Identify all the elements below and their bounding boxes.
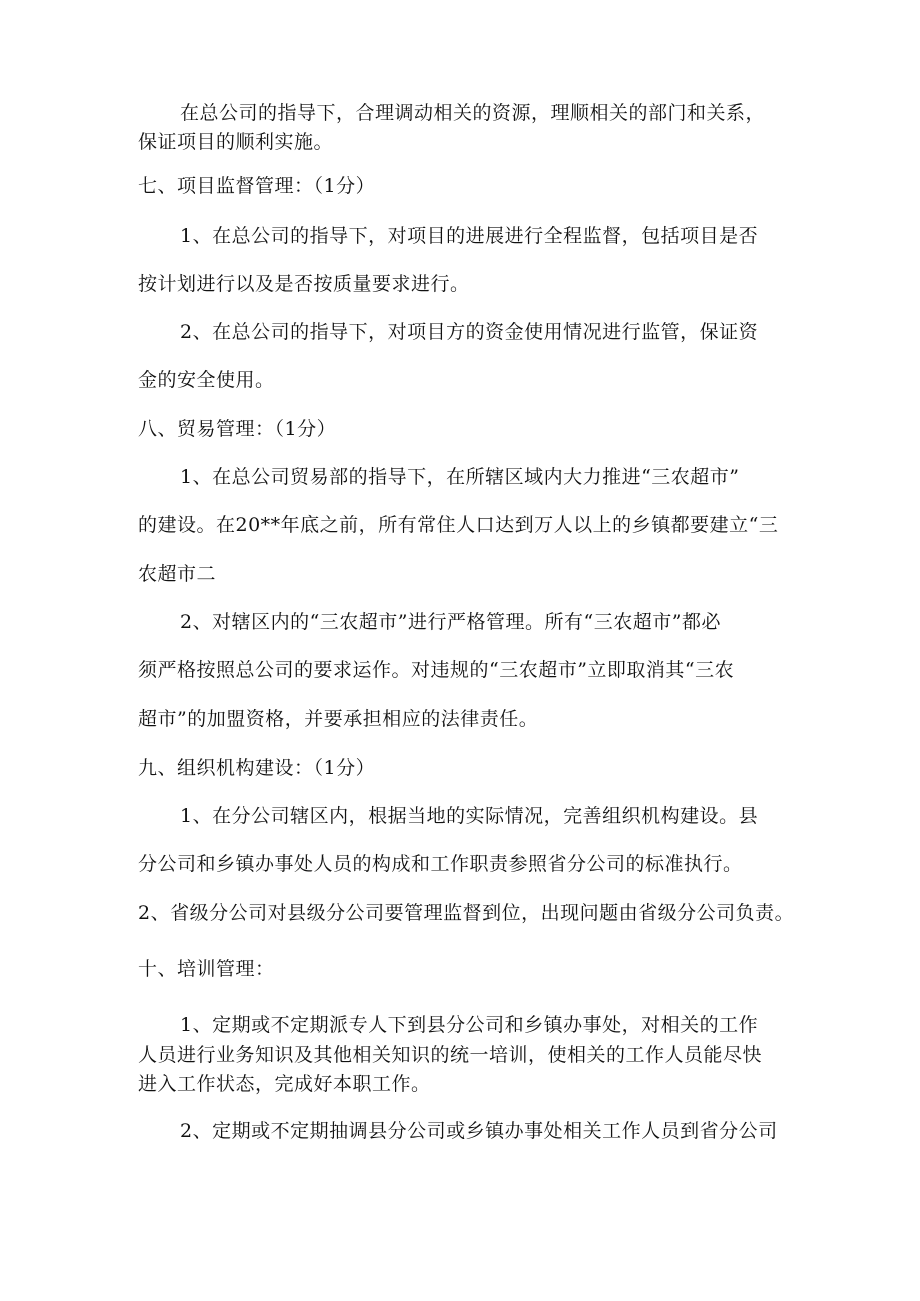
section-heading: 十、培训管理： (138, 958, 275, 980)
paragraph-line: 的建设。在20**年底之前，所有常住人口达到万人以上的乡镇都要建立“三 (138, 514, 779, 536)
paragraph-line: 超市”的加盟资格，并要承担相应的法律责任。 (138, 708, 539, 730)
section-heading: 七、项目监督管理：（1分） (138, 175, 376, 197)
paragraph-line: 农超市二 (138, 563, 217, 585)
paragraph-line: 1、定期或不定期派专人下到县分公司和乡镇办事处，对相关的工作 (180, 1014, 759, 1036)
section-heading: 八、贸易管理：（1分） (138, 418, 337, 440)
paragraph-line: 保证项目的顺利实施。 (138, 131, 334, 153)
paragraph-line: 2、省级分公司对县级分公司要管理监督到位，出现问题由省级分公司负责。 (138, 902, 795, 924)
paragraph-line: 分公司和乡镇办事处人员的构成和工作职责参照省分公司的标准执行。 (138, 853, 743, 875)
paragraph-line: 金的安全使用。 (138, 369, 275, 391)
paragraph-line: 人员进行业务知识及其他相关知识的统一培训，使相关的工作人员能尽快 (138, 1044, 763, 1066)
paragraph-line: 2、定期或不定期抽调县分公司或乡镇办事处相关工作人员到省分公司 (180, 1120, 778, 1142)
paragraph-line: 须严格按照总公司的要求运作。对违规的“三农超市”立即取消其“三农 (138, 659, 735, 681)
paragraph-line: 1、在总公司的指导下，对项目的进展进行全程监督，包括项目是否 (180, 225, 759, 247)
paragraph-line: 1、在分公司辖区内，根据当地的实际情况，完善组织机构建设。县 (180, 805, 759, 827)
section-heading: 九、组织机构建设：（1分） (138, 757, 376, 779)
paragraph-line: 2、对辖区内的“三农超市”进行严格管理。所有“三农超市”都必 (180, 611, 721, 633)
paragraph-line: 1、在总公司贸易部的指导下，在所辖区域内大力推进“三农超市” (180, 466, 740, 488)
paragraph-line: 进入工作状态，完成好本职工作。 (138, 1073, 431, 1095)
paragraph-line: 2、在总公司的指导下，对项目方的资金使用情况进行监管，保证资 (180, 321, 759, 343)
paragraph-line: 在总公司的指导下，合理调动相关的资源，理顺相关的部门和关系， (180, 102, 766, 124)
paragraph-line: 按计划进行以及是否按质量要求进行。 (138, 273, 470, 295)
